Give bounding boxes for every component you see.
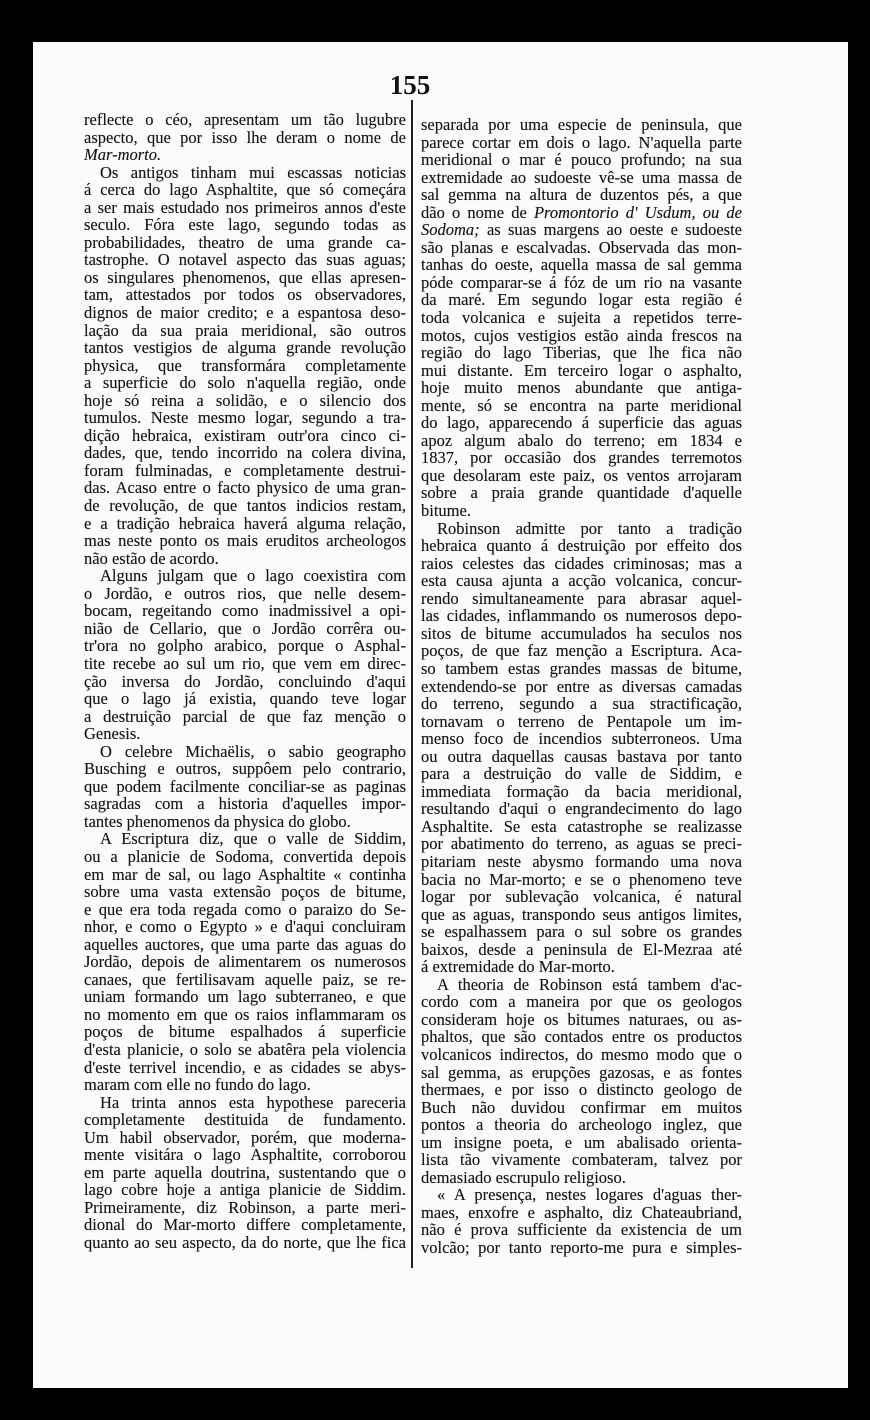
text-line: dignos de maior credito; e a espantosa deso- [84, 303, 406, 323]
italic-text: Sodoma; [421, 220, 480, 240]
text-line: 1837, por occasião dos grandes terremotos [421, 448, 742, 468]
text-line: Busching e outros, suppôem pelo contrario, [84, 759, 406, 779]
text-line: Robinson admitte por tanto a tradição [437, 518, 742, 538]
text-line: aspecto, que por isso lhe deram o nome de [84, 127, 406, 147]
text-line: lação da sua praia meridional, são outros [84, 320, 406, 340]
text-line: poços de bitume espalhados á superficie [84, 1022, 406, 1042]
paragraph [84, 743, 406, 831]
text-line: aquelles auctores, que uma parte das aguas do [84, 934, 406, 954]
text-line: á extremidade do Mar-morto. [421, 957, 615, 977]
text-line: a ser mais estudado nos primeiros annos d'este [84, 197, 406, 217]
text-line: probabilidades, theatro de uma grande ca- [84, 232, 406, 252]
text-line: phaltos, que são contados entre os productos [421, 1027, 742, 1047]
text-line: motos, cujos vestigios estão ainda frescos na [421, 325, 742, 345]
text-line: bitume. [421, 501, 471, 521]
text-line: pontos a theoria do archeologo inglez, que [421, 1115, 742, 1135]
text-line: Buch não duvidou confirmar em muitos [421, 1097, 742, 1117]
text-line: volcanicos indirectos, do mesmo modo que o [421, 1044, 742, 1064]
text-line: não estão de acordo. [84, 548, 219, 568]
text-line: tastrophe. O notavel aspecto das suas aguas; [84, 250, 406, 270]
text-line: uniam formando um lago subterraneo, e que [84, 987, 406, 1007]
text-line: sal gemma na altura de duzentos pés, a que [421, 185, 742, 205]
text-line: um insigne poeta, e um abalisado orienta- [421, 1132, 742, 1152]
text-line: thermaes, e por isso o distincto geologo de [421, 1080, 742, 1100]
text-line: Um habil observador, porém, que moderna- [84, 1127, 406, 1147]
text-line: esta causa ajunta a acção volcanica, concur- [421, 571, 742, 591]
text-line: a superficie do solo n'aquella região, onde [84, 373, 406, 393]
text-line: quanto ao seu aspecto, da do norte, que lhe fica [84, 1233, 406, 1252]
text-line: por abatimento do terreno, as aguas se preci- [421, 834, 742, 854]
text-line: se espalhassem para o sul sobre os grandes [421, 922, 742, 942]
text-line: sobre a praia grande quantidade d'aquelle [421, 483, 742, 503]
text-line: tr'ora no golpho arabico, porque o Asphal- [84, 636, 406, 656]
text-line: Jordão, depois de alimentarem os numerosos [84, 952, 406, 972]
text-line: nhor, e como o Egypto » e d'aqui concluiram [84, 917, 406, 937]
text-line: os singulares phenomenos, que ellas apresen- [84, 267, 406, 287]
text-line: extremidade ao sudoeste vê-se uma massa de [421, 167, 742, 187]
text-line: sitos de bitume accumulados ha seculos nos [421, 623, 742, 643]
italic-text: Mar-morto. [84, 145, 162, 165]
text-line: mente, só se encontra na parte meridional [421, 395, 742, 415]
text-line: baixos, desde a peninsula de El-Mezraa até [421, 939, 742, 959]
text-line: não é prova sufficiente da existencia de um [421, 1220, 742, 1240]
text-line: tam, attestados por todos os observadores, [84, 285, 406, 305]
text-line: toda volcanica e sujeita a repetidos terre- [421, 308, 742, 328]
text-line: Primeiramente, diz Robinson, a parte meri- [84, 1197, 406, 1217]
text-line: ou outra daquellas causas bastava por tanto [421, 746, 742, 766]
text-line: dional do Mar-morto differe completamente, [84, 1215, 406, 1235]
paragraph [84, 1094, 406, 1252]
text-line: volcão; por tanto reporto-me pura e simples- [421, 1238, 742, 1257]
text-line: O celebre Michaëlis, o sabio geographo [100, 741, 406, 761]
text-line: separada por uma especie de peninsula, que [421, 115, 742, 134]
text-line: Alguns julgam que o lago coexistira com [100, 566, 406, 586]
text-line: sal gemma, as erupções gazosas, e as fontes [421, 1062, 742, 1082]
text-line: extendendo-se por entre as diversas camadas [421, 676, 742, 696]
text-line: rendo simultaneamente para abrasar aquel- [421, 588, 742, 608]
text-line: tantes phenomenos da physica do globo. [84, 811, 351, 831]
text-line: ou a planicie de Sodoma, convertida depois [84, 846, 406, 866]
text-line: apoz algum abalo do terreno; em 1834 e [421, 430, 742, 450]
paragraph [421, 520, 742, 976]
italic-text: Promontorio d' Usdum, ou de [533, 202, 742, 222]
text-line: canaes, que fertilisavam aquelle paiz, se re- [84, 969, 406, 989]
text-line: Ha trinta annos esta hypothese pareceria [100, 1092, 406, 1112]
text-line [421, 204, 742, 222]
text-line: tumulos. Neste mesmo logar, segundo a tra- [84, 408, 406, 428]
text-line: las cidades, inflammando os numerosos depo- [421, 606, 742, 626]
text-line [421, 221, 742, 239]
text-line: da maré. Em segundo logar esta região é [421, 290, 742, 310]
paragraph [84, 567, 406, 742]
text-line: hebraica quanto á destruição por effeito dos [421, 536, 742, 556]
text-line: de revolução, de que tantos indicios restam, [84, 496, 406, 516]
text-line: que desolaram este paiz, os ventos arrojaram [421, 465, 742, 485]
text-line: maes, enxofre e asphalto, diz Chateaubriand, [421, 1202, 742, 1222]
text-line [84, 146, 406, 164]
text-line: tite recebe ao sul um rio, que vem em direc- [84, 653, 406, 673]
text-line: A Escriptura diz, que o valle de Siddim, [100, 829, 406, 849]
text-span: as suas margens ao oeste e sudoeste [479, 220, 742, 240]
text-line: « A presença, nestes logares d'aguas ther- [437, 1185, 742, 1205]
text-line: dades, que, tendo incorrido na colera divina, [84, 443, 406, 463]
text-line: nião de Cellario, que o Jordão corrêra ou- [84, 618, 406, 638]
text-line: que as aguas, transpondo seus antigos limites, [421, 904, 742, 924]
text-line: sobre uma vasta extensão poços de bitume, [84, 882, 406, 902]
text-line: e que era toda regada como o paraizo do Se- [84, 899, 406, 919]
text-line: do terreno, segundo a sua stractificação, [421, 694, 742, 714]
text-line: região do lago Tiberias, que lhe fica não [421, 343, 742, 363]
text-line: maram com elle no fundo do lago. [84, 1075, 311, 1095]
text-line: Asphaltite. Se esta catastrophe se realizasse [421, 816, 742, 836]
right-column [421, 116, 742, 1257]
text-line: bacia no Mar-morto; e se o phenomeno teve [421, 869, 742, 889]
text-line: sagradas com a historia d'aquelles impor- [84, 794, 406, 814]
left-column [84, 111, 406, 1252]
text-line: Os antigos tinham mui escassas noticias [100, 162, 406, 182]
text-line: hoje muito menos abundante que antiga- [421, 378, 742, 398]
text-line: no momento em que os raios inflammaram os [84, 1004, 406, 1024]
text-line: póde comparar-se á fóz de um rio na vasante [421, 272, 742, 292]
text-line: em parte aquella doutrina, sustentando que o [84, 1162, 406, 1182]
text-line: o Jordão, e outros rios, que nelle desem- [84, 583, 406, 603]
text-span: dão o nome de [421, 202, 534, 222]
text-line: physica, que transformára completamente [84, 355, 406, 375]
text-line: logar por sublevação volcanica, é natural [421, 887, 742, 907]
text-line: demasiado escrupulo religioso. [421, 1167, 626, 1187]
text-line: lago cobre hoje a antiga planicie de Siddim. [84, 1180, 406, 1200]
text-line: e a tradição hebraica haverá alguma relação, [84, 513, 406, 533]
paragraph [421, 976, 742, 1187]
text-line: das. Acaso entre o facto physico de uma gran- [84, 478, 406, 498]
paragraph [84, 164, 406, 568]
text-line: tornavam o terreno de Pentapole um im- [421, 711, 742, 731]
text-line: a destruição parcial de que faz menção o [84, 706, 406, 726]
text-line: dição hebraica, existiram outr'ora cinco ci- [84, 425, 406, 445]
paragraph [84, 111, 406, 164]
page-number: 155 [389, 70, 431, 100]
text-line: em mar de sal, ou lago Asphaltite « continha [84, 864, 406, 884]
text-line: lista tão vivamente combateram, talvez por [421, 1150, 742, 1170]
text-line: meridional o mar é pouco profundo; na sua [421, 150, 742, 170]
text-line: pitariam neste abysmo formando uma nova [421, 851, 742, 871]
paragraph [421, 116, 742, 520]
text-line: do lago, apparecendo á superficie das aguas [421, 413, 742, 433]
text-line: ção inversa do Jordão, concluindo d'aqui [84, 671, 406, 691]
text-line: consideram hoje os bitumes naturaes, ou as- [421, 1009, 742, 1029]
text-line: para a destruição do valle de Siddim, e [421, 764, 742, 784]
text-line: A theoria de Robinson está tambem d'ac- [437, 974, 742, 994]
text-line: Genesis. [84, 724, 141, 744]
column-divider [411, 100, 413, 1268]
text-line: tanhas do oeste, aquella massa de sal gemma [421, 255, 742, 275]
text-line: seculo. Fóra este lago, segundo todas as [84, 215, 406, 235]
text-line: menso foco de incendios subterroneos. Uma [421, 729, 742, 749]
text-line: completamente destituida de fundamento. [84, 1110, 406, 1130]
paragraph [84, 830, 406, 1093]
text-line: poços, de que faz menção a Escriptura. Aca- [421, 641, 742, 661]
text-line: mente visitára o lago Asphaltite, corroborou [84, 1145, 406, 1165]
text-line: são planas e escalvadas. Observada das mon- [421, 237, 742, 257]
text-line: immediata formação da bacia meridional, [421, 781, 742, 801]
text-line: d'esta planicie, o solo se abatêra pela violencia [84, 1039, 406, 1059]
text-line: mas neste ponto os mais eruditos archeologos [84, 531, 406, 551]
text-line: resultando d'aqui o engrandecimento do lago [421, 799, 742, 819]
text-line: tantos vestigios de alguma grande revolução [84, 338, 406, 358]
text-line: foram fulminadas, e completamente destrui- [84, 460, 406, 480]
text-line: hoje só reina a solidão, e o silencio dos [84, 390, 406, 410]
text-line: so tambem estas grandes massas de bitume, [421, 658, 742, 678]
text-line: que podem facilmente conciliar-se as paginas [84, 776, 406, 796]
text-line: á cerca do lago Asphaltite, que só começára [84, 180, 406, 200]
text-line: raios celestes das cidades criminosas; mas a [421, 553, 742, 573]
text-line: cordo com a maneira por que os geologos [421, 992, 742, 1012]
text-line: d'este terrivel incendio, e as cidades se abys- [84, 1057, 406, 1077]
text-line: mui distante. Em terceiro logar o asphalto, [421, 360, 742, 380]
text-line: que o lago já existia, quando teve logar [84, 689, 406, 709]
text-line: reflecte o céo, apresentam um tão lugubre [84, 110, 406, 129]
paragraph [421, 1186, 742, 1256]
text-line: parece cortar em dois o lago. N'aquella parte [421, 132, 742, 152]
text-line: bocam, regeitando como inadmissivel a opi- [84, 601, 406, 621]
